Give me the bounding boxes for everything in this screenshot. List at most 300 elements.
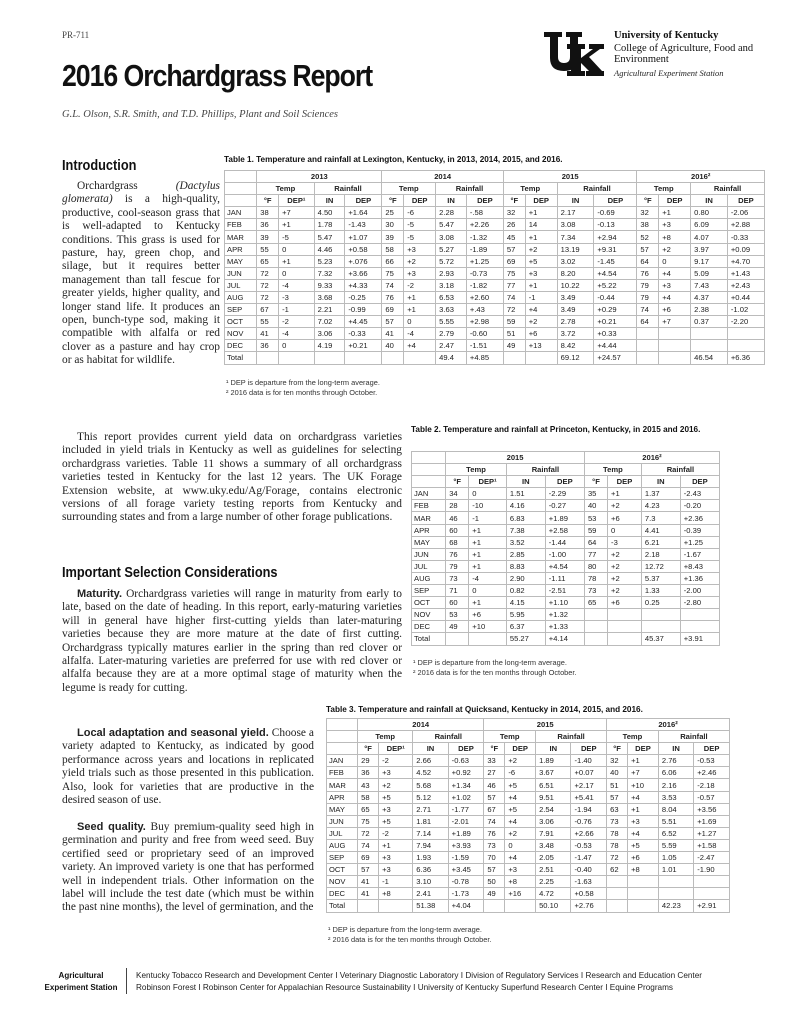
corner-cell [225, 171, 257, 183]
table-row [412, 597, 720, 609]
value-cell: 1.51 [506, 488, 545, 500]
value-cell: +6 [469, 609, 507, 621]
month-cell: OCT [327, 864, 358, 876]
value-cell: 67 [257, 304, 279, 316]
month-cell: JAN [327, 755, 358, 767]
value-cell: -.58 [466, 207, 503, 219]
value-cell: 3.72 [557, 328, 594, 340]
value-cell: -1.63 [571, 876, 607, 888]
temp-group-header: Temp [484, 731, 536, 743]
total-row [225, 352, 765, 364]
value-cell: -4 [404, 328, 436, 340]
value-cell: -1.44 [545, 536, 584, 548]
value-cell: +3 [379, 852, 413, 864]
value-cell: +8 [505, 876, 536, 888]
table-row [412, 621, 720, 633]
value-cell: +8 [379, 888, 413, 900]
corner-cell [225, 183, 257, 195]
table-row [327, 755, 730, 767]
value-cell: +2 [608, 560, 642, 572]
corner-cell [412, 476, 446, 488]
table2-caption: Table 2. Temperature and rainfall at Princeton, Kentucky, in 2015 and 2016. [411, 425, 701, 434]
column-header: DEP [404, 195, 436, 207]
total-cell: +3.91 [680, 633, 719, 645]
rainfall-group-header: Rainfall [658, 731, 729, 743]
value-cell: +2 [525, 316, 557, 328]
value-cell: 51 [503, 328, 525, 340]
value-cell: 4.37 [691, 291, 728, 303]
rainfall-group-header: Rainfall [691, 183, 765, 195]
value-cell: 74 [358, 839, 379, 851]
corner-cell [412, 452, 446, 464]
column-header: DEP¹ [469, 476, 507, 488]
month-cell: MAY [412, 536, 446, 548]
value-cell: 77 [584, 548, 607, 560]
value-cell: -2 [379, 827, 413, 839]
value-cell: +1 [659, 207, 691, 219]
month-cell: JUN [412, 548, 446, 560]
value-cell: -0.20 [680, 500, 719, 512]
value-cell: -4 [279, 328, 315, 340]
value-cell: 5.55 [436, 316, 467, 328]
rainfall-group-header: Rainfall [536, 731, 607, 743]
month-cell: NOV [225, 328, 257, 340]
value-cell: +1 [525, 231, 557, 243]
table-row [327, 803, 730, 815]
value-cell: 9.17 [691, 255, 728, 267]
value-cell: 5.47 [314, 231, 345, 243]
value-cell: +1.69 [694, 815, 730, 827]
value-cell: 53 [446, 609, 469, 621]
total-label: Total [327, 900, 358, 912]
value-cell: 2.28 [436, 207, 467, 219]
value-cell: 3.06 [314, 328, 345, 340]
value-cell: -1.94 [571, 803, 607, 815]
value-cell: -1.77 [448, 803, 484, 815]
value-cell: 2.79 [436, 328, 467, 340]
intro-p1-rest: is a high-quality, productive, cool-season grass that is well-adapted to Kentucky conditions. This grass is used for pasture, hay, green chop, and silage, but it requires better management than tall fescue for greater yields, higher quality, and longer stand life. It produces an open, bunch-type sod, making it compatible with alfalfa or red clover as a pasture and hay crop or as habitat for wildlife. [62, 193, 220, 367]
intro-paragraph-2: This report provides current yield data on orchardgrass varieties included in yield trials in Kentucky as well as guidelines for selecting orchardgrass varieties. Table 11 shows a summary of all orchardgrass varieties tested in Kentucky for the last 12 years. The UK Forage Extension website, at www.uky.edu/Ag/Forage, contains electronic versions of all forage variety testing reports from Kentucky and surrounding states and from a large number of other forage publications. [62, 431, 402, 524]
value-cell: -0.99 [345, 304, 382, 316]
value-cell [727, 340, 764, 352]
total-label: Total [412, 633, 446, 645]
value-cell: 5.68 [413, 779, 448, 791]
rainfall-group-header: Rainfall [641, 464, 719, 476]
total-cell [503, 352, 525, 364]
value-cell: +1 [379, 839, 413, 851]
value-cell: 58 [358, 791, 379, 803]
value-cell: 26 [503, 219, 525, 231]
value-cell: -4 [279, 279, 315, 291]
value-cell: 78 [584, 572, 607, 584]
month-cell: SEP [225, 304, 257, 316]
table-row [412, 512, 720, 524]
value-cell: 41 [257, 328, 279, 340]
value-cell: -1.40 [571, 755, 607, 767]
value-cell: 2.71 [413, 803, 448, 815]
month-cell: APR [225, 243, 257, 255]
table-row [327, 767, 730, 779]
value-cell: -2.18 [694, 779, 730, 791]
column-header: °F [584, 476, 607, 488]
value-cell: 4.16 [506, 500, 545, 512]
value-cell: 2.93 [436, 267, 467, 279]
table-row [225, 207, 765, 219]
column-header: IN [506, 476, 545, 488]
value-cell: 76 [446, 548, 469, 560]
month-cell: FEB [412, 500, 446, 512]
value-cell: -2.01 [448, 815, 484, 827]
table-row [412, 609, 720, 621]
value-cell: +0.58 [571, 888, 607, 900]
temp-group-header: Temp [584, 464, 641, 476]
value-cell: 1.05 [658, 852, 693, 864]
table3-footnote-2: ² 2016 data is for the ten months through October. [328, 935, 492, 944]
value-cell: +4 [659, 267, 691, 279]
value-cell: +1.64 [345, 207, 382, 219]
value-cell: -2.43 [680, 488, 719, 500]
value-cell: 4.72 [536, 888, 571, 900]
value-cell: 66 [382, 255, 404, 267]
value-cell: 60 [446, 597, 469, 609]
value-cell: 0 [469, 585, 507, 597]
value-cell: +4.54 [594, 267, 637, 279]
month-cell: FEB [225, 219, 257, 231]
value-cell: 65 [584, 597, 607, 609]
value-cell: 7.32 [314, 267, 345, 279]
value-cell [584, 621, 607, 633]
column-header: DEP [448, 743, 484, 755]
column-header-row [225, 195, 765, 207]
total-cell [628, 900, 659, 912]
value-cell: 4.46 [314, 243, 345, 255]
value-cell: 3.49 [557, 304, 594, 316]
temp-group-header: Temp [358, 731, 413, 743]
total-cell: 55.27 [506, 633, 545, 645]
table-row [225, 291, 765, 303]
value-cell: 3.06 [536, 815, 571, 827]
value-cell: +0.58 [345, 243, 382, 255]
value-cell: 8.83 [506, 560, 545, 572]
value-cell: +1.02 [448, 791, 484, 803]
month-cell: DEC [225, 340, 257, 352]
value-cell: +4 [659, 291, 691, 303]
university-name: University of Kentucky [614, 30, 719, 41]
value-cell: 76 [637, 267, 659, 279]
value-cell: 29 [358, 755, 379, 767]
value-cell [691, 340, 728, 352]
value-cell [691, 328, 728, 340]
temp-group-header: Temp [607, 731, 659, 743]
value-cell: 9.51 [536, 791, 571, 803]
value-cell: 2.38 [691, 304, 728, 316]
total-cell [484, 900, 505, 912]
table2-footnote-1: ¹ DEP is departure from the long-term average. [413, 658, 567, 667]
month-cell: AUG [225, 291, 257, 303]
value-cell: -6 [505, 767, 536, 779]
year-header: 2015 [503, 171, 636, 183]
temp-group-header: Temp [382, 183, 436, 195]
value-cell: +0.29 [594, 304, 637, 316]
document-code: PR-711 [62, 30, 90, 40]
value-cell: +6 [608, 512, 642, 524]
value-cell: 3.18 [436, 279, 467, 291]
column-header: IN [557, 195, 594, 207]
month-cell: DEC [412, 621, 446, 633]
value-cell: -1.32 [466, 231, 503, 243]
column-header: DEP [505, 743, 536, 755]
value-cell: +2.98 [466, 316, 503, 328]
column-header: DEP¹ [379, 743, 413, 755]
value-cell: +4.54 [545, 560, 584, 572]
value-cell: -2 [404, 279, 436, 291]
value-cell: +2 [608, 572, 642, 584]
maturity-title: Maturity. [77, 588, 123, 600]
value-cell: 7.14 [413, 827, 448, 839]
intro-paragraph-1 [62, 180, 220, 368]
value-cell: 64 [637, 255, 659, 267]
column-header: °F [484, 743, 505, 755]
temp-group-header: Temp [503, 183, 557, 195]
total-cell [469, 633, 507, 645]
footer-line-2: Robinson Forest I Robinson Center for Appalachian Resource Sustainability I University of Kentucky Superfund Research Center I Equine Programs [136, 983, 674, 992]
value-cell: +2 [379, 779, 413, 791]
rainfall-group-header: Rainfall [314, 183, 382, 195]
footer-line-1: Kentucky Tobacco Research and Development Center I Veterinary Diagnostic Laboratory I Division of Regulatory Services I Research and Education Center [136, 971, 702, 980]
value-cell: +2.60 [466, 291, 503, 303]
column-header-row [412, 476, 720, 488]
total-cell [257, 352, 279, 364]
value-cell: 79 [446, 560, 469, 572]
value-cell [658, 888, 693, 900]
table-row [225, 304, 765, 316]
value-cell: 0.37 [691, 316, 728, 328]
column-header-row [327, 743, 730, 755]
value-cell: 1.93 [413, 852, 448, 864]
column-header: DEP¹ [279, 195, 315, 207]
value-cell: +1 [404, 291, 436, 303]
value-cell: +2.46 [694, 767, 730, 779]
value-cell: 10.22 [557, 279, 594, 291]
value-cell: 71 [446, 585, 469, 597]
value-cell: +8 [659, 231, 691, 243]
value-cell: 57 [503, 243, 525, 255]
column-header: DEP [525, 195, 557, 207]
value-cell: +5.22 [594, 279, 637, 291]
value-cell: -0.69 [594, 207, 637, 219]
column-header: °F [358, 743, 379, 755]
value-cell: +10 [469, 621, 507, 633]
value-cell: +1 [628, 755, 659, 767]
value-cell: 3.10 [413, 876, 448, 888]
value-cell: 3.68 [314, 291, 345, 303]
value-cell: 39 [257, 231, 279, 243]
value-cell [608, 621, 642, 633]
value-cell: +3.45 [448, 864, 484, 876]
value-cell: 4.07 [691, 231, 728, 243]
value-cell: -2.80 [680, 597, 719, 609]
value-cell: 72 [358, 827, 379, 839]
value-cell: +6 [525, 328, 557, 340]
table3-quicksand [326, 718, 730, 913]
group-header-row [327, 731, 730, 743]
value-cell: -1 [469, 512, 507, 524]
value-cell: +2 [659, 243, 691, 255]
value-cell: +4 [525, 304, 557, 316]
total-cell [314, 352, 345, 364]
value-cell: 41 [358, 888, 379, 900]
value-cell: 6.52 [658, 827, 693, 839]
value-cell: +4 [505, 815, 536, 827]
month-cell: MAR [327, 779, 358, 791]
value-cell: 0 [505, 839, 536, 851]
value-cell: 8.20 [557, 267, 594, 279]
value-cell: +0.33 [594, 328, 637, 340]
total-row [412, 633, 720, 645]
value-cell: +2.58 [545, 524, 584, 536]
value-cell: 3.63 [436, 304, 467, 316]
value-cell: +5 [379, 791, 413, 803]
value-cell: -2.00 [680, 585, 719, 597]
value-cell: +1.10 [545, 597, 584, 609]
year-header: 2013 [257, 171, 382, 183]
value-cell: 3.08 [557, 219, 594, 231]
month-cell: JUN [327, 815, 358, 827]
footer-label-line-2: Experiment Station [44, 983, 118, 992]
value-cell: -1.73 [448, 888, 484, 900]
column-header: IN [436, 195, 467, 207]
college-name: College of Agriculture, Food and Environment [614, 43, 754, 65]
maturity-text: Orchardgrass varieties will range in maturity from early to late, based on the date of heading. In this report, early-maturing varieties will in general have higher first-cutting yields than later-maturing varieties because they are more mature at the date of first cutting. Orchardgrass typically matures earlier in the spring than red clover or alfalfa. Later-maturing varieties are preferred for use with red clover or alfalfa because they are at a more optimal stage of maturity when the legume is ready for cutting. [62, 588, 402, 694]
value-cell: 75 [503, 267, 525, 279]
value-cell: 55 [257, 243, 279, 255]
value-cell: 12.72 [641, 560, 680, 572]
value-cell: 35 [584, 488, 607, 500]
value-cell: +3 [404, 267, 436, 279]
value-cell: 32 [637, 207, 659, 219]
value-cell: -1 [525, 291, 557, 303]
value-cell: +1.34 [448, 779, 484, 791]
total-cell: 51.38 [413, 900, 448, 912]
local-adaptation-title: Local adaptation and seasonal yield. [77, 727, 269, 739]
value-cell: 72 [257, 267, 279, 279]
value-cell: +6 [659, 304, 691, 316]
value-cell: 0.25 [641, 597, 680, 609]
total-cell [379, 900, 413, 912]
column-header: DEP [545, 476, 584, 488]
column-header: DEP [727, 195, 764, 207]
value-cell: +0.21 [345, 340, 382, 352]
month-cell: MAR [225, 231, 257, 243]
value-cell: 78 [607, 839, 628, 851]
value-cell: 40 [584, 500, 607, 512]
total-cell [358, 900, 379, 912]
value-cell: 5.51 [658, 815, 693, 827]
value-cell: +0.09 [727, 243, 764, 255]
value-cell: -1 [379, 876, 413, 888]
value-cell: 4.50 [314, 207, 345, 219]
value-cell: -0.78 [448, 876, 484, 888]
seed-quality-text: Buy premium-quality seed high in germination and purity and free from weed seed. Buy certified seed or proprietary seed of an improved variety. An improved variety is one that has performed well in independent trials. Other information on the label will include the test date (which must be within the past nine months), the level of germination, and the [62, 821, 314, 914]
column-header: °F [257, 195, 279, 207]
total-cell [279, 352, 315, 364]
value-cell: 2.78 [557, 316, 594, 328]
value-cell: 49 [503, 340, 525, 352]
value-cell: 2.54 [536, 803, 571, 815]
value-cell: +2.36 [680, 512, 719, 524]
table-row [327, 864, 730, 876]
column-header: DEP [694, 743, 730, 755]
value-cell: +1 [279, 255, 315, 267]
page-title: 2016 Orchardgrass Report [62, 58, 373, 93]
table-row [412, 560, 720, 572]
value-cell: +4.45 [345, 316, 382, 328]
value-cell: -0.57 [694, 791, 730, 803]
value-cell: 40 [382, 340, 404, 352]
column-header: DEP [345, 195, 382, 207]
value-cell: -3 [279, 291, 315, 303]
value-cell: +8.43 [680, 560, 719, 572]
value-cell: 38 [257, 207, 279, 219]
month-cell: APR [412, 524, 446, 536]
value-cell: -0.73 [466, 267, 503, 279]
column-header: DEP [594, 195, 637, 207]
month-cell: JAN [412, 488, 446, 500]
value-cell: +4.33 [345, 279, 382, 291]
month-cell: JUL [225, 279, 257, 291]
month-cell: OCT [225, 316, 257, 328]
value-cell: -1.51 [466, 340, 503, 352]
value-cell [641, 609, 680, 621]
maturity-paragraph [62, 588, 402, 695]
value-cell: 1.33 [641, 585, 680, 597]
value-cell: +3.56 [694, 803, 730, 815]
value-cell: -1.59 [448, 852, 484, 864]
table-row [225, 231, 765, 243]
temp-group-header: Temp [257, 183, 314, 195]
table-row [327, 852, 730, 864]
value-cell: 1.78 [314, 219, 345, 231]
value-cell: 60 [446, 524, 469, 536]
table-row [327, 839, 730, 851]
value-cell: +0.21 [594, 316, 637, 328]
value-cell: -0.44 [594, 291, 637, 303]
value-cell: +2.66 [571, 827, 607, 839]
value-cell: -0.25 [345, 291, 382, 303]
value-cell: -1.00 [545, 548, 584, 560]
month-cell: DEC [327, 888, 358, 900]
value-cell: 57 [607, 791, 628, 803]
value-cell: +2 [608, 585, 642, 597]
total-cell [607, 900, 628, 912]
value-cell: 4.52 [413, 767, 448, 779]
value-cell: 74 [484, 815, 505, 827]
value-cell: +2.94 [594, 231, 637, 243]
value-cell [628, 888, 659, 900]
value-cell: 76 [484, 827, 505, 839]
value-cell: 2.66 [413, 755, 448, 767]
value-cell: +3 [379, 803, 413, 815]
value-cell: -2.20 [727, 316, 764, 328]
temp-group-header: Temp [637, 183, 691, 195]
value-cell: +1 [469, 597, 507, 609]
total-cell [505, 900, 536, 912]
value-cell: 7.34 [557, 231, 594, 243]
value-cell: -0.76 [571, 815, 607, 827]
value-cell: -1.89 [466, 243, 503, 255]
rainfall-group-header: Rainfall [436, 183, 504, 195]
value-cell: 72 [257, 291, 279, 303]
